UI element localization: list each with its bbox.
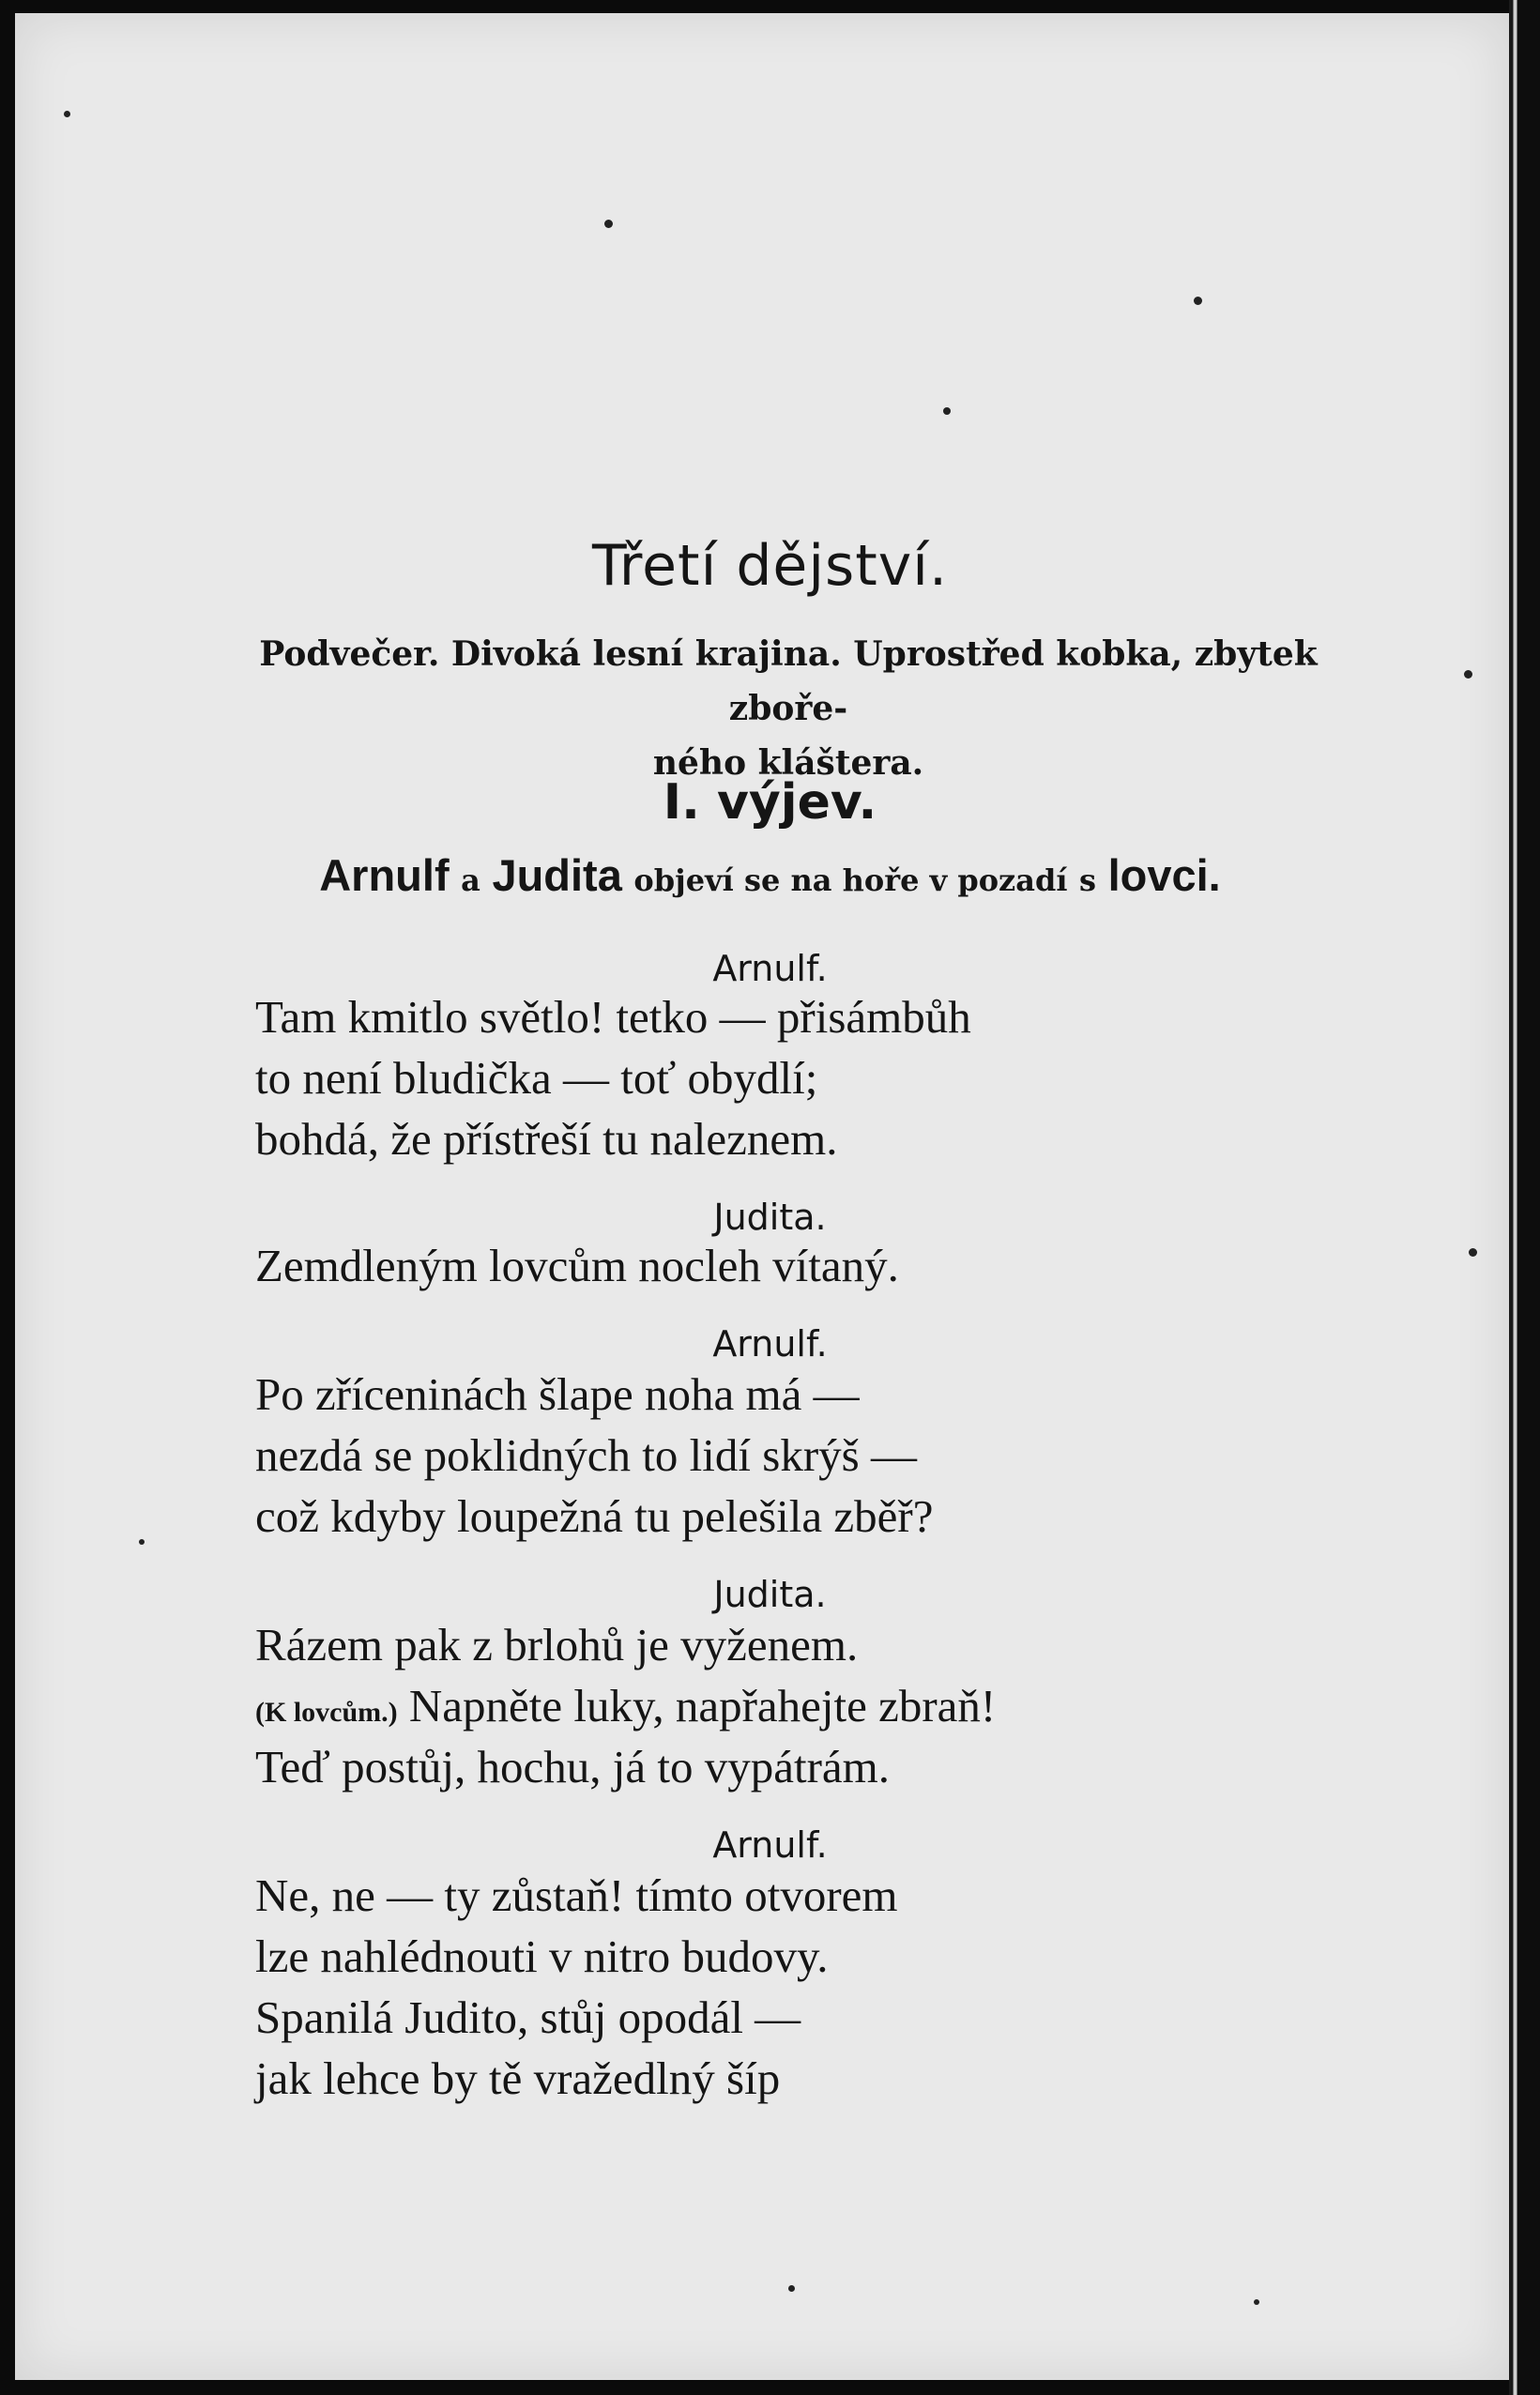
verse-line: Teď postůj, hochu, já to vypátrám. [255,1741,890,1792]
speaker-name: Judita. [713,1197,827,1238]
stage-direction [202,627,1375,790]
conjunction: a [461,862,480,898]
character-name: lovci. [1107,850,1221,900]
verse-line: Rázem pak z brlohů je vyženem. [255,1619,859,1670]
scan-speck [139,1539,145,1545]
stage-direction-line: ného kláštera. [652,743,924,783]
verse-line: Ne, ne — ty zůstaň! tímto otvorem [255,1869,898,1921]
scan-speck [64,111,70,117]
speaker-name: Judita. [713,1574,827,1615]
verse-line: lze nahlédnouti v nitro budovy. [255,1930,829,1982]
character-name: Arnulf [319,850,450,900]
scan-speck [604,220,613,228]
verse-line: Po zříceninách šlape noha má — [255,1368,860,1420]
scene-title: I. výjev. [663,774,877,831]
scene-characters [0,849,1540,901]
speaker-name: Arnulf. [712,948,828,989]
speaker-name: Arnulf. [712,1824,828,1866]
preposition: s [1079,862,1097,898]
verse-line-with-note [255,1679,996,1732]
stage-direction-line: Podvečer. Divoká lesní krajina. Uprostřed kobka, zbytek zboře- [259,634,1318,728]
verse-line: to není bludička — toť obydlí; [255,1052,818,1104]
speaker-name: Arnulf. [712,1323,828,1365]
verse-line: bohdá, že přístřeší tu naleznem. [255,1113,838,1165]
verse-line: nezdá se poklidných to lidí skrýš — [255,1429,917,1481]
verse-line: jak lehce by tě vražedlný šíp [255,2052,781,2104]
stage-note: (K lovcům.) [255,1697,398,1728]
scan-speck [1464,670,1472,679]
verse-line: což kdyby loupežná tu pelešila zběř? [255,1490,934,1542]
scan-speck [1194,297,1202,305]
scan-speck [943,407,951,415]
scan-speck [1469,1248,1477,1257]
verse-line: Spanilá Judito, stůj opodál — [255,1991,801,2043]
character-name: Judita [492,850,622,900]
verse-line: Zemdleným lovcům nocleh vítaný. [255,1240,899,1291]
scan-speck [788,2285,795,2292]
scan-speck [1254,2299,1259,2305]
character-action: objeví se na hoře v pozadí [633,862,1068,898]
verse-line: Tam kmitlo světlo! tetko — přisámbůh [255,991,971,1043]
act-title: Třetí dějství. [591,533,949,599]
verse-text: Napněte luky, napřahejte zbraň! [408,1680,997,1731]
